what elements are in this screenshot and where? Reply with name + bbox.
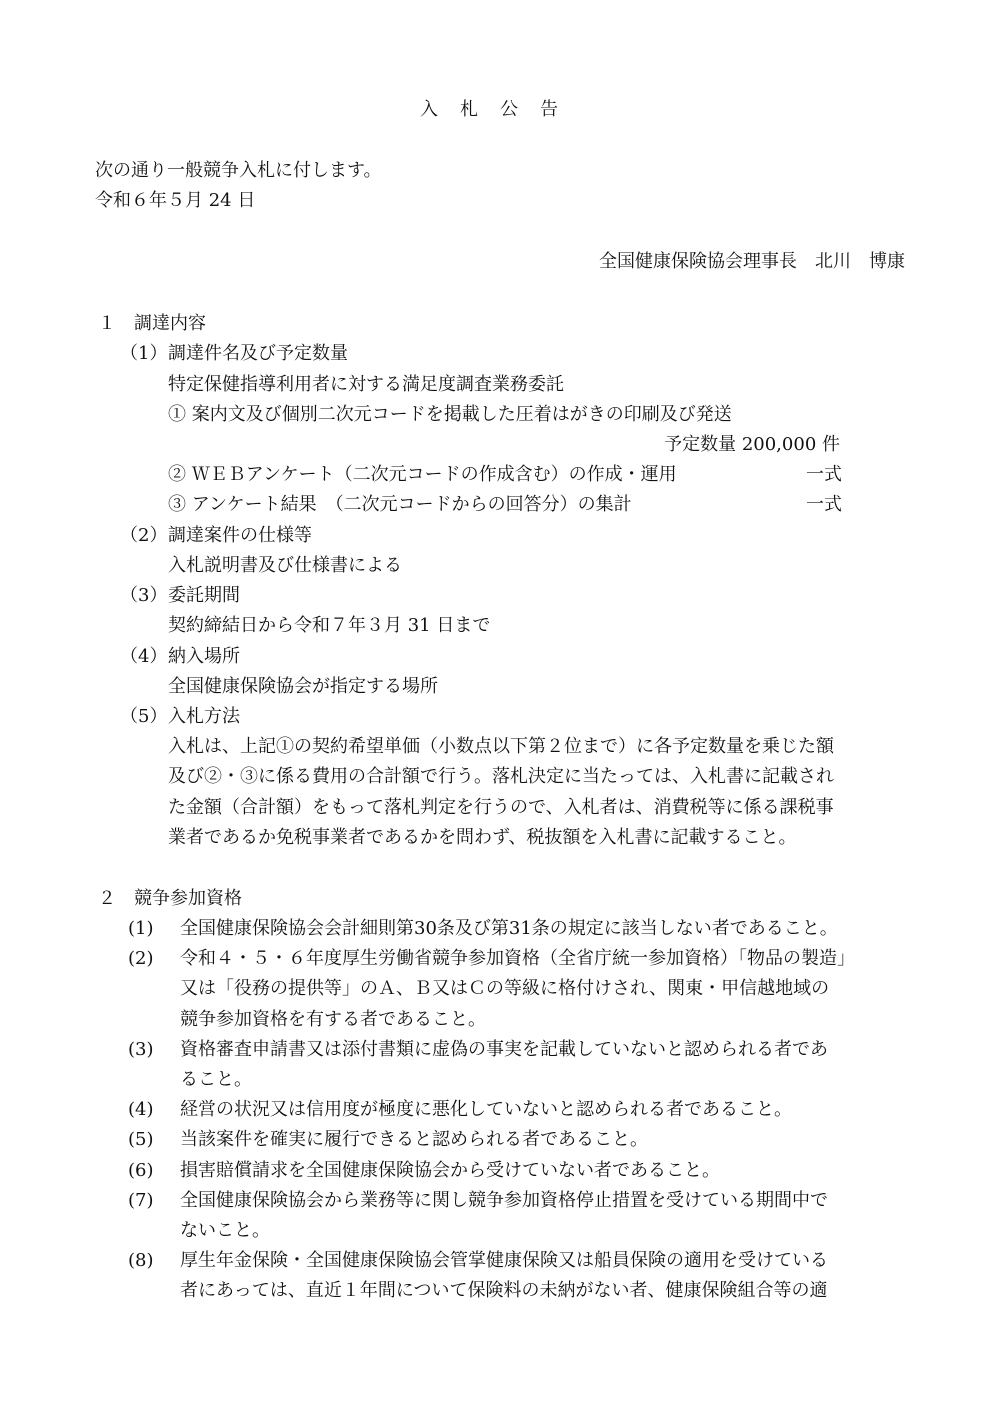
qualification-text: 令和４・５・６年度厚生労働省競争参加資格（全省庁統一参加資格）「物品の製造」 bbox=[180, 948, 855, 969]
qualification-label: (3) bbox=[128, 1039, 154, 1060]
bid-method-line: 業者であるか免税事業者であるかを問わず、税抜額を入札書に記載すること。 bbox=[168, 827, 797, 848]
qualification-label: (2) bbox=[128, 948, 154, 969]
sub-1-heading: 調達件名及び予定数量 bbox=[168, 343, 348, 364]
sub-5-heading: 入札方法 bbox=[168, 706, 240, 727]
qualification-label: (4) bbox=[128, 1099, 154, 1120]
item-2: ② ＷＥＢアンケート（二次元コードの作成含む）の作成・運用 bbox=[168, 464, 677, 485]
qualification-label: (7) bbox=[128, 1190, 154, 1211]
qualification-text: ないこと。 bbox=[180, 1220, 270, 1241]
sub-3-heading: 委託期間 bbox=[168, 585, 240, 606]
bid-method-line: 及び②・③に係る費用の合計額で行う。落札決定に当たっては、入札書に記載され bbox=[168, 766, 834, 787]
qualification-text: 当該案件を確実に履行できると認められる者であること。 bbox=[180, 1129, 648, 1150]
item-1-quantity: 予定数量 200,000 件 bbox=[664, 434, 840, 455]
document-title: 入札公告 bbox=[420, 99, 580, 120]
item-3-quantity: 一式 bbox=[806, 494, 842, 515]
qualification-text: 資格審査申請書又は添付書類に虚偽の事実を記載していないと認められる者であ bbox=[180, 1039, 828, 1060]
qualification-label: (5) bbox=[128, 1129, 154, 1150]
qualification-text: 経営の状況又は信用度が極度に悪化していないと認められる者であること。 bbox=[180, 1099, 792, 1120]
sub-3-label: （3） bbox=[120, 585, 168, 606]
intro-text: 次の通り一般競争入札に付します。 bbox=[95, 160, 382, 181]
item-2-quantity: 一式 bbox=[806, 464, 842, 485]
sub-4-body: 全国健康保険協会が指定する場所 bbox=[168, 676, 438, 697]
qualification-text: 損害賠償請求を全国健康保険協会から受けていない者であること。 bbox=[180, 1160, 720, 1181]
procurement-name: 特定保健指導利用者に対する満足度調査業務委託 bbox=[168, 374, 564, 395]
bid-method-line: た金額（合計額）をもって落札判定を行うので、入札者は、消費税等に係る課税事 bbox=[168, 797, 834, 818]
sub-3-body: 契約締結日から令和７年３月 31 日まで bbox=[168, 615, 491, 636]
sub-2-label: （2） bbox=[120, 525, 168, 546]
sub-1-label: （1） bbox=[120, 343, 168, 364]
qualification-label: (6) bbox=[128, 1160, 154, 1181]
section-2-heading: ２ 競争参加資格 bbox=[98, 888, 242, 909]
issue-date: 令和６年５月 24 日 bbox=[95, 190, 256, 211]
qualification-text: 全国健康保険協会から業務等に関し競争参加資格停止措置を受けている期間中で bbox=[180, 1190, 828, 1211]
qualification-label: (1) bbox=[128, 918, 154, 939]
issuer-name: 全国健康保険協会理事長 北川 博康 bbox=[599, 251, 905, 272]
section-1-heading: １ 調達内容 bbox=[98, 313, 206, 334]
qualification-text: 者にあっては、直近１年間について保険料の未納がない者、健康保険組合等の適 bbox=[180, 1280, 828, 1301]
sub-2-heading: 調達案件の仕様等 bbox=[168, 525, 312, 546]
qualification-text: 全国健康保険協会会計細則第30条及び第31条の規定に該当しない者であること。 bbox=[180, 918, 838, 939]
qualification-text: ること。 bbox=[180, 1069, 252, 1090]
sub-5-label: （5） bbox=[120, 706, 168, 727]
item-3: ③ アンケート結果 （二次元コードからの回答分）の集計 bbox=[168, 494, 632, 515]
sub-4-label: （4） bbox=[120, 646, 168, 667]
sub-2-body: 入札説明書及び仕様書による bbox=[168, 555, 402, 576]
item-1: ① 案内文及び個別二次元コードを掲載した圧着はがきの印刷及び発送 bbox=[168, 404, 732, 425]
qualification-text: 厚生年金保険・全国健康保険協会管掌健康保険又は船員保険の適用を受けている bbox=[180, 1250, 828, 1271]
sub-4-heading: 納入場所 bbox=[168, 646, 240, 667]
qualification-text: 競争参加資格を有する者であること。 bbox=[180, 1009, 486, 1030]
qualification-text: 又は「役務の提供等」のＡ、Ｂ又はＣの等級に格付けされ、関東・甲信越地域の bbox=[180, 978, 830, 999]
qualification-label: (8) bbox=[128, 1250, 154, 1271]
bid-method-line: 入札は、上記①の契約希望単価（小数点以下第２位まで）に各予定数量を乗じた額 bbox=[168, 736, 834, 757]
